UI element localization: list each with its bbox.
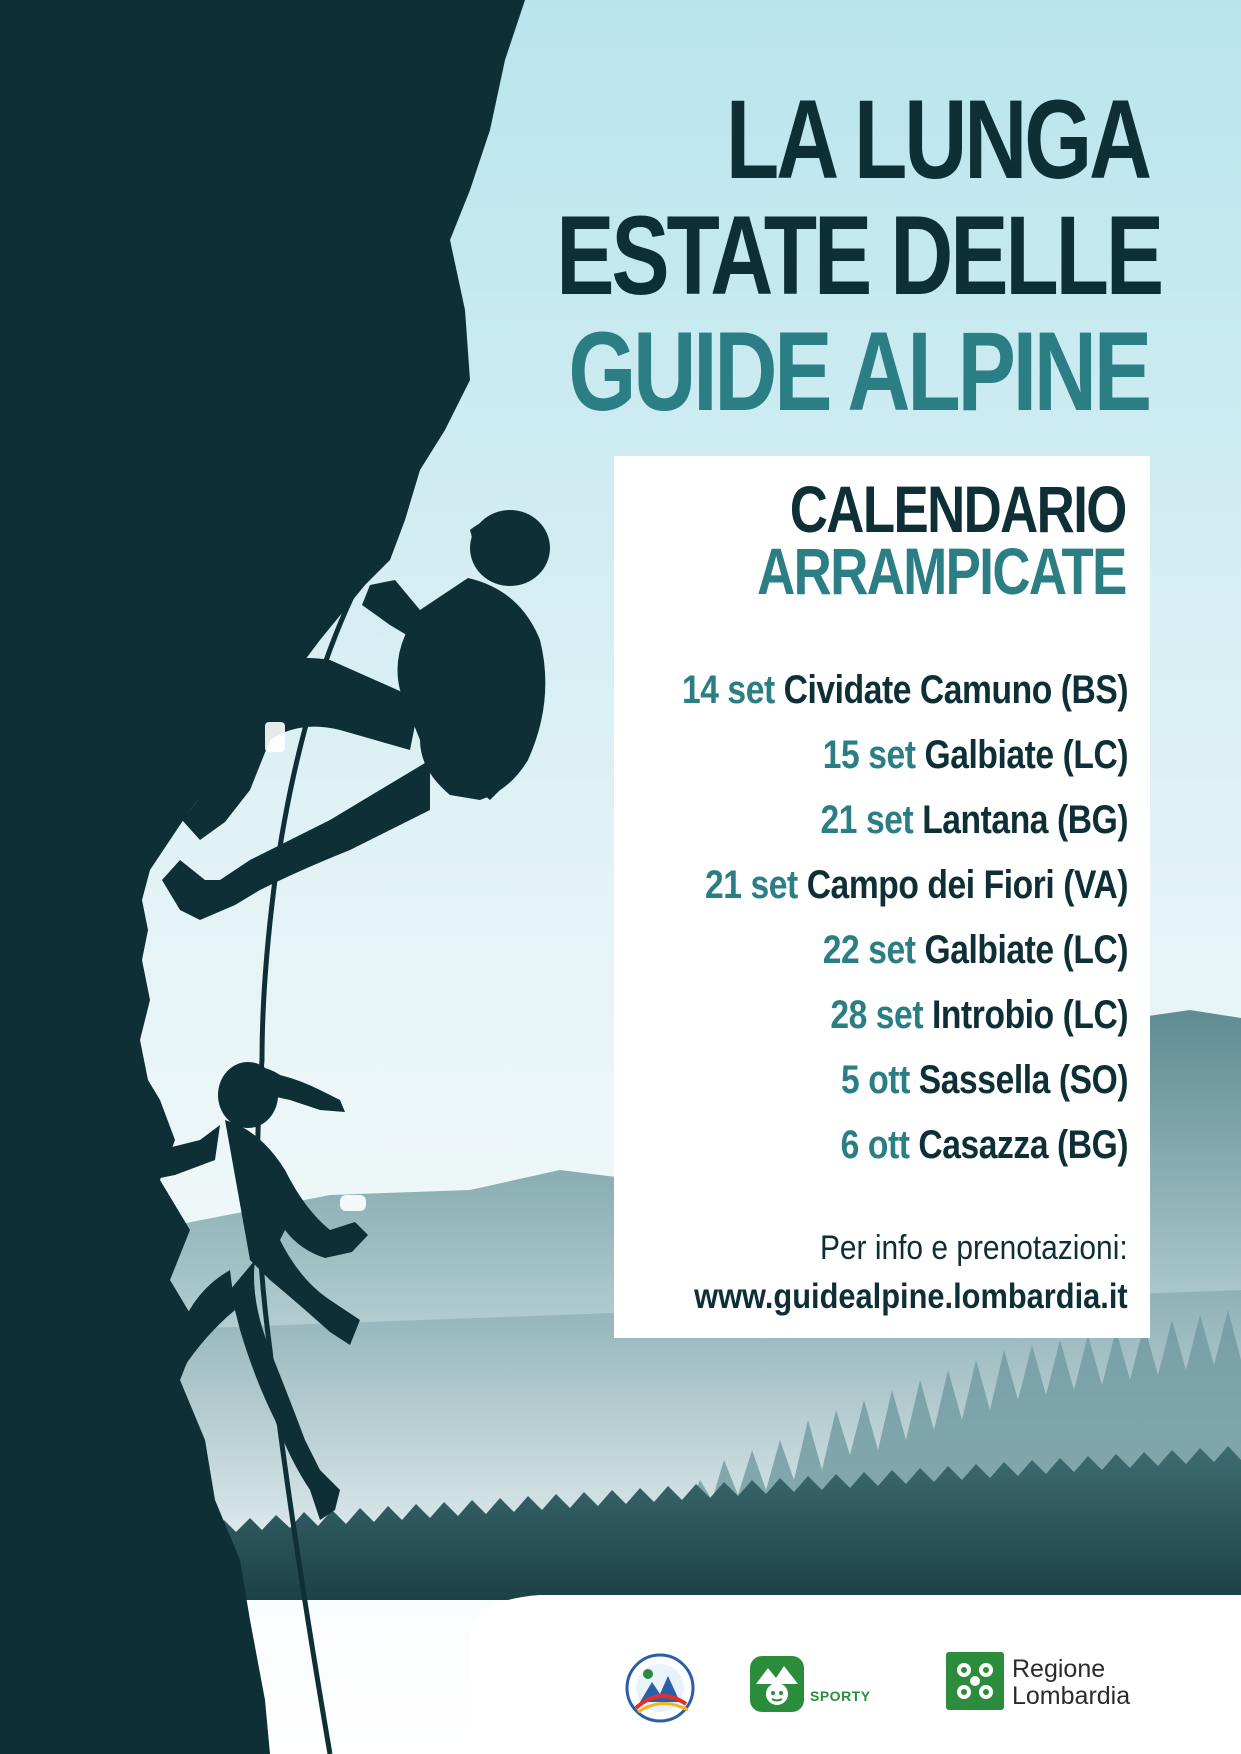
event-item: [682, 853, 1128, 918]
event-place: Casazza (BG): [918, 1123, 1128, 1167]
event-date: 15 set: [822, 733, 916, 777]
event-item: [682, 788, 1128, 853]
sporty-logo: [748, 1654, 880, 1718]
sporty-label: SPORTY: [810, 1688, 871, 1704]
event-item: [682, 918, 1128, 983]
event-item: [682, 1048, 1128, 1113]
regione-line-1: Regione: [1012, 1655, 1106, 1683]
regione-lombardia-wordmark: [1012, 1656, 1130, 1710]
event-date: 22 set: [822, 928, 916, 972]
event-item: [682, 723, 1128, 788]
calendar-heading-line-1: CALENDARIO: [790, 472, 1126, 546]
calendar-heading: [665, 472, 1126, 608]
event-list: [597, 658, 1128, 1178]
event-item: [682, 1113, 1128, 1178]
regione-lombardia-rose-icon: [946, 1652, 1004, 1710]
event-place: Galbiate (LC): [924, 928, 1128, 972]
title-line-1: LA LUNGA: [725, 77, 1149, 202]
calendar-card: [614, 456, 1150, 1338]
regione-lombardia-logo: [946, 1652, 1166, 1716]
info-label: Per info e prenotazioni:: [820, 1229, 1128, 1267]
guide-alpine-lombardia-logo: [618, 1646, 702, 1730]
event-date: 14 set: [681, 668, 775, 712]
event-place: Sassella (SO): [918, 1058, 1128, 1102]
event-item: [682, 658, 1128, 723]
event-place: Cividate Camuno (BS): [783, 668, 1128, 712]
info-website-link[interactable]: www.guidealpine.lombardia.it: [694, 1277, 1128, 1316]
title-line-3: GUIDE ALPINE: [568, 309, 1149, 434]
event-item: [682, 983, 1128, 1048]
calendar-heading-line-2: ARRAMPICATE: [757, 534, 1126, 608]
event-place: Lantana (BG): [922, 798, 1128, 842]
event-place: Introbio (LC): [931, 993, 1128, 1037]
event-date: 28 set: [830, 993, 924, 1037]
event-date: 6 ott: [840, 1123, 910, 1167]
guide-alpine-seal-icon: [618, 1646, 702, 1730]
regione-line-2: Lombardia: [1012, 1682, 1131, 1710]
event-place: Campo dei Fiori (VA): [806, 863, 1128, 907]
poster-title: [389, 77, 1162, 434]
sporty-mascot-icon: [748, 1654, 806, 1714]
info-block: [635, 1224, 1128, 1322]
event-place: Galbiate (LC): [924, 733, 1128, 777]
event-date: 21 set: [820, 798, 914, 842]
title-line-2: ESTATE DELLE: [556, 193, 1162, 318]
event-date: 5 ott: [840, 1058, 910, 1102]
event-date: 21 set: [704, 863, 798, 907]
